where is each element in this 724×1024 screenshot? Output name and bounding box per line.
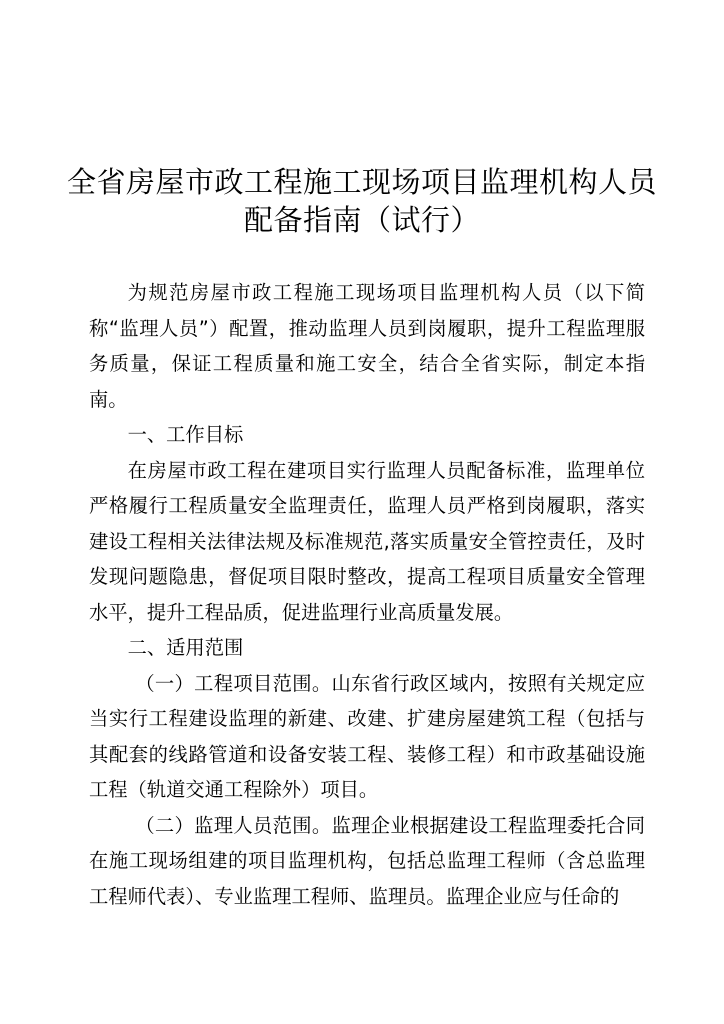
scope-project-paragraph: （一）工程项目范围。山东省行政区域内，按照有关规定应当实行工程建设监理的新建、改建、扩建房屋建筑工程（包括与其配套的线路管道和设备安装工程、装修工程）和市政基础设施工程（轨道交通工程除外）项目。 [89,671,645,801]
scope-personnel-paragraph: （二）监理人员范围。监理企业根据建设工程监理委托合同在施工现场组建的项目监理机构，包括总监理工程师（含总监理工程师代表）、专业监理工程师、监理员。监理企业应与任命的 [89,813,645,908]
section-heading-scope: 二、适用范围 [127,636,244,659]
document-body [89,275,645,914]
intro-paragraph: 为规范房屋市政工程施工现场项目监理机构人员（以下简称“监理人员”）配置，推动监理人员到岗履职，提升工程监理服务质量，保证工程质量和施工安全，结合全省实际，制定本指南。 [89,281,645,411]
document-title-line-2: 配备指南（试行） [243,203,480,237]
work-goal-paragraph: 在房屋市政工程在建项目实行监理人员配备标准，监理单位严格履行工程质量安全监理责任，监理人员严格到岗履职，落实建设工程相关法律法规及标准规范,落实质量安全管控责任，及时发现问题隐患，督促项目限时整改，提高工程项目质量安全管理水平，提升工程品质，促进监理行业高质量发展。 [89,458,645,624]
document-title-line-1: 全省房屋市政工程施工现场项目监理机构人员 [66,165,657,199]
section-heading-work-goal: 一、工作目标 [127,423,244,446]
